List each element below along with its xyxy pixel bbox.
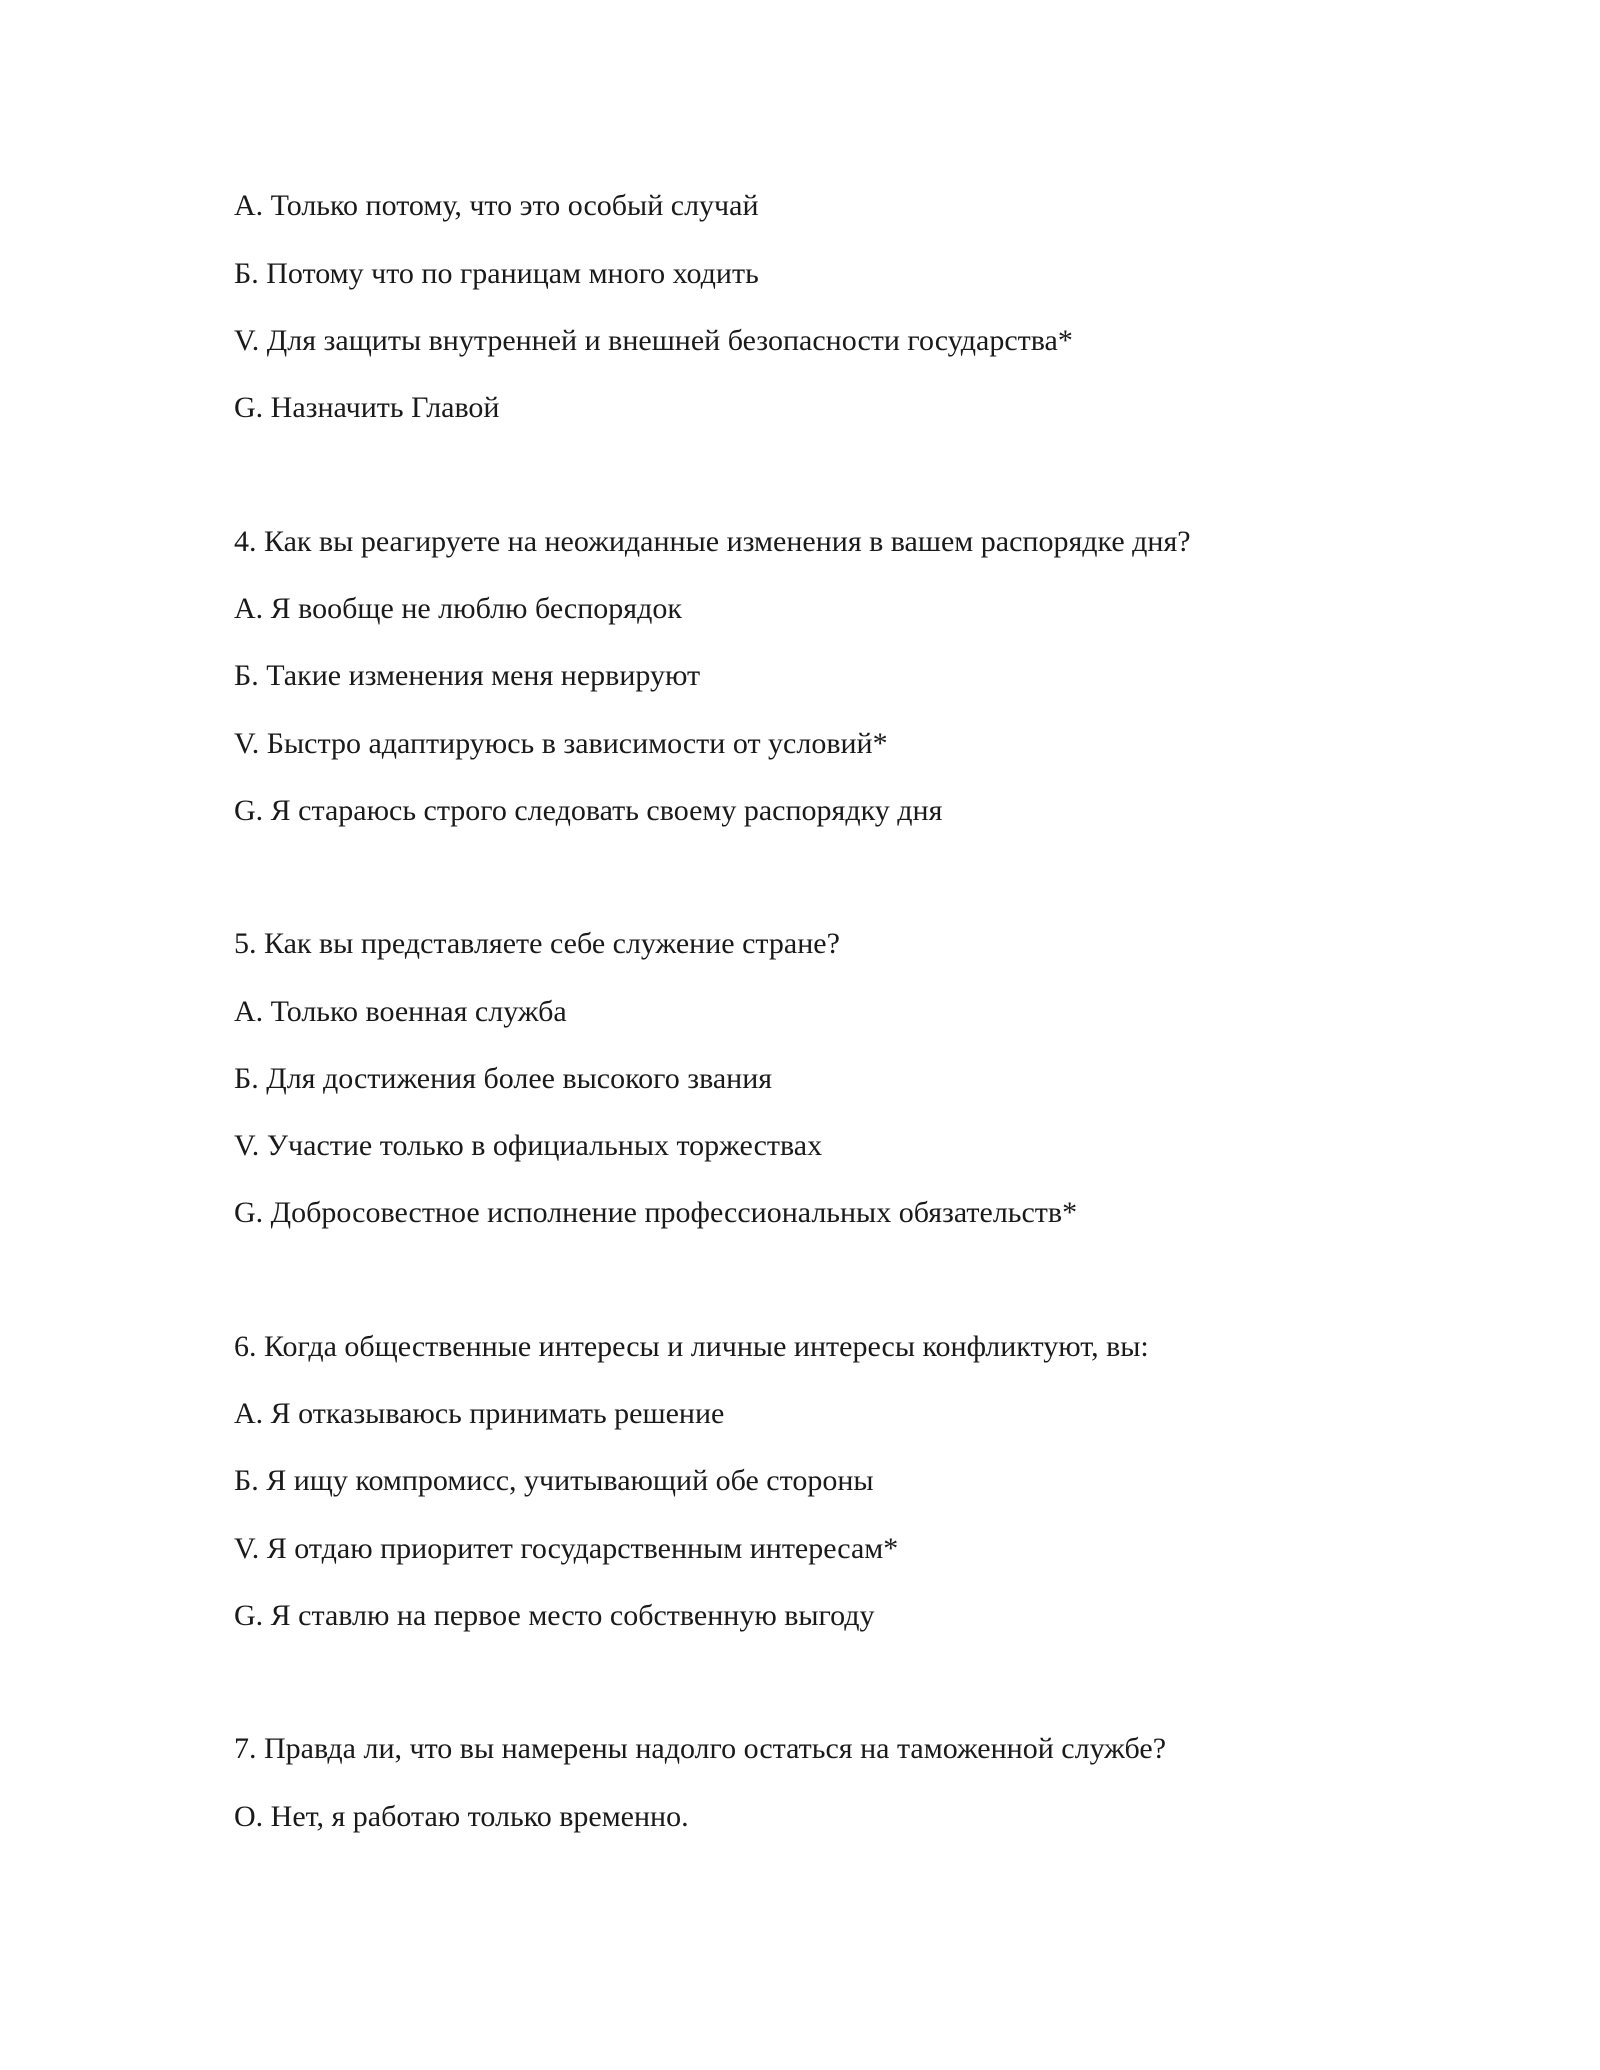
q5-option-b: Б. Для достижения более высокого звания — [234, 1062, 773, 1095]
q4-option-a: A. Я вообще не люблю беспорядок — [234, 592, 682, 625]
q7-question: 7. Правда ли, что вы намерены надолго остаться на таможенной службе? — [234, 1732, 1167, 1765]
q5-option-v: V. Участие только в официальных торжествах — [234, 1129, 823, 1162]
q4-option-g: G. Я стараюсь строго следовать своему распорядку дня — [234, 794, 943, 827]
q5-option-g: G. Добросовестное исполнение профессиональных обязательств* — [234, 1196, 1078, 1229]
q6-option-v: V. Я отдаю приоритет государственным интересам* — [234, 1532, 899, 1565]
q4-option-b: Б. Такие изменения меня нервируют — [234, 659, 701, 692]
q3-option-a: A. Только потому, что это особый случай — [234, 189, 759, 222]
q3-option-v: V. Для защиты внутренней и внешней безопасности государства* — [234, 324, 1073, 357]
q4-option-v: V. Быстро адаптируюсь в зависимости от условий* — [234, 727, 888, 760]
q7-option-o: O. Нет, я работаю только временно. — [234, 1800, 689, 1833]
q4-question: 4. Как вы реагируете на неожиданные изменения в вашем распорядке дня? — [234, 525, 1191, 558]
q6-option-a: A. Я отказываюсь принимать решение — [234, 1397, 725, 1430]
q6-option-g: G. Я ставлю на первое место собственную выгоду — [234, 1599, 875, 1632]
q6-option-b: Б. Я ищу компромисс, учитывающий обе стороны — [234, 1464, 874, 1497]
q5-option-a: A. Только военная служба — [234, 995, 567, 1028]
q6-question: 6. Когда общественные интересы и личные интересы конфликтуют, вы: — [234, 1330, 1149, 1363]
q3-option-g: G. Назначить Главой — [234, 391, 500, 424]
q3-option-b: Б. Потому что по границам много ходить — [234, 257, 759, 290]
q5-question: 5. Как вы представляете себе служение стране? — [234, 927, 840, 960]
